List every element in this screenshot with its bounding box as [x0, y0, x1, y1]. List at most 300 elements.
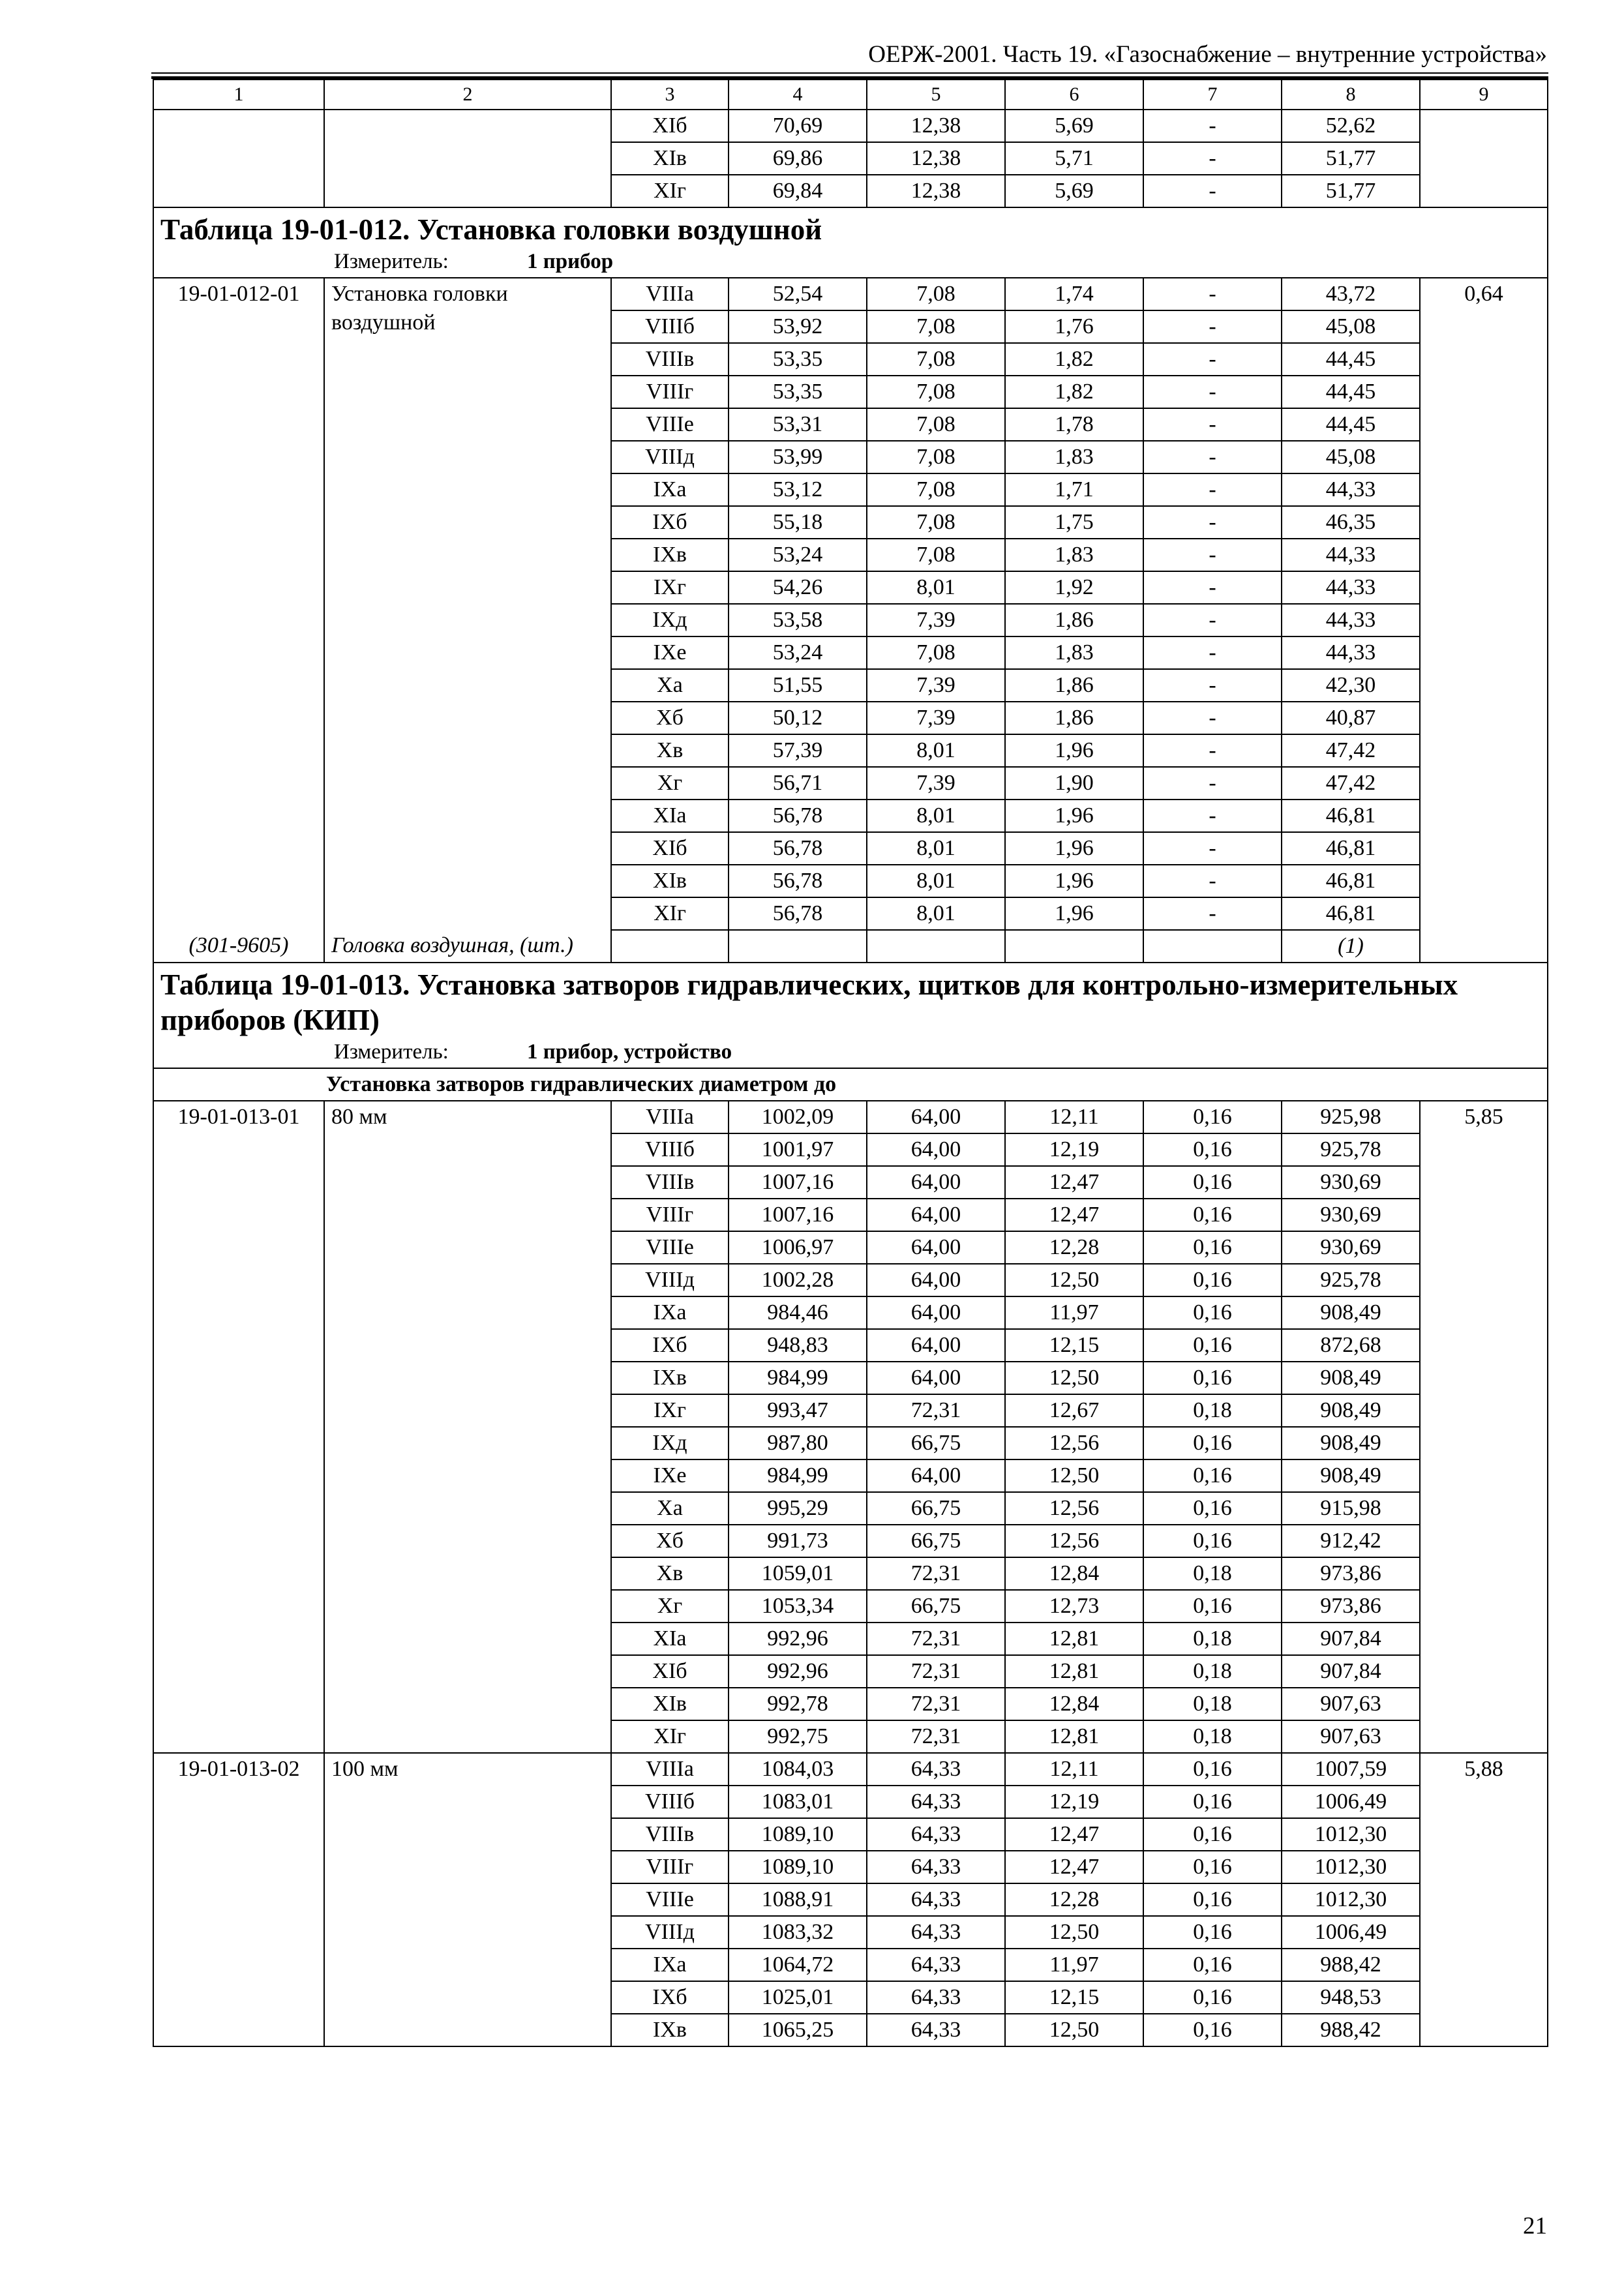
item-code: 19-01-012-01	[153, 278, 324, 930]
materials-cell: 46,81	[1282, 865, 1420, 897]
machinist-pay-cell: 0,16	[1143, 1818, 1282, 1851]
page-number: 21	[1523, 2213, 1547, 2239]
machinist-pay-cell: 0,16	[1143, 1101, 1282, 1133]
machinist-pay-cell: -	[1143, 865, 1282, 897]
materials-cell: 915,98	[1282, 1492, 1420, 1525]
labor-pay-cell: 72,31	[867, 1623, 1005, 1655]
direct-cost-cell: 1065,25	[729, 2014, 867, 2046]
labor-pay-cell: 7,08	[867, 473, 1005, 506]
direct-cost-cell: 56,78	[729, 800, 867, 832]
table-013-measure	[160, 1039, 1541, 1068]
item-name: 100 мм	[324, 1753, 611, 2046]
zone-cell: IXе	[611, 636, 729, 669]
zone-cell: XIб	[611, 832, 729, 865]
direct-cost-cell: 53,31	[729, 408, 867, 441]
materials-cell: 912,42	[1282, 1525, 1420, 1557]
direct-cost-cell: 995,29	[729, 1492, 867, 1525]
direct-cost-cell: 1007,16	[729, 1166, 867, 1199]
direct-cost-cell: 51,55	[729, 669, 867, 702]
machinist-pay-cell: -	[1143, 897, 1282, 930]
materials-cell: 973,86	[1282, 1557, 1420, 1590]
machinist-pay-cell: -	[1143, 175, 1282, 207]
machine-cost-cell: 12,47	[1005, 1166, 1143, 1199]
materials-cell: 973,86	[1282, 1590, 1420, 1623]
direct-cost-cell: 53,35	[729, 376, 867, 408]
direct-cost-cell: 993,47	[729, 1394, 867, 1427]
materials-cell: 1007,59	[1282, 1753, 1420, 1786]
direct-cost-cell: 55,18	[729, 506, 867, 539]
labor-pay-cell: 64,33	[867, 1916, 1005, 1949]
zone-cell: VIIIб	[611, 1786, 729, 1818]
labor-pay-cell: 7,08	[867, 408, 1005, 441]
machinist-pay-cell: 0,18	[1143, 1623, 1282, 1655]
materials-cell: 46,81	[1282, 800, 1420, 832]
zone-cell: IXг	[611, 571, 729, 604]
column-number: 5	[867, 80, 1005, 110]
machinist-pay-cell: 0,16	[1143, 1851, 1282, 1883]
direct-cost-cell: 53,35	[729, 343, 867, 376]
materials-cell: 47,42	[1282, 767, 1420, 800]
zone-cell: Xа	[611, 1492, 729, 1525]
column-number-row	[153, 80, 1548, 110]
materials-cell: 930,69	[1282, 1231, 1420, 1264]
materials-cell: 1012,30	[1282, 1818, 1420, 1851]
zone-cell: VIIIе	[611, 1231, 729, 1264]
machine-cost-cell: 1,82	[1005, 343, 1143, 376]
machine-cost-cell: 1,96	[1005, 897, 1143, 930]
machine-cost-cell: 12,19	[1005, 1786, 1143, 1818]
item-code: 19-01-013-01	[153, 1101, 324, 1753]
zone-cell: VIIIа	[611, 278, 729, 310]
labor-pay-cell: 7,39	[867, 669, 1005, 702]
direct-cost-cell: 56,71	[729, 767, 867, 800]
table-012-resource	[153, 930, 1548, 963]
machinist-pay-cell: -	[1143, 473, 1282, 506]
labor-pay-cell: 64,00	[867, 1296, 1005, 1329]
direct-cost-cell: 1002,28	[729, 1264, 867, 1296]
direct-cost-cell: 1084,03	[729, 1753, 867, 1786]
materials-cell: 43,72	[1282, 278, 1420, 310]
direct-cost-cell: 53,99	[729, 441, 867, 473]
machine-cost-cell: 1,82	[1005, 376, 1143, 408]
zone-cell: XIб	[611, 110, 729, 142]
zone-cell: IXв	[611, 2014, 729, 2046]
materials-cell: 44,33	[1282, 571, 1420, 604]
machine-cost-cell: 12,67	[1005, 1394, 1143, 1427]
materials-cell: 42,30	[1282, 669, 1420, 702]
machinist-pay-cell: 0,16	[1143, 1166, 1282, 1199]
zone-cell: XIв	[611, 142, 729, 175]
direct-cost-cell: 56,78	[729, 832, 867, 865]
machinist-pay-cell: 0,16	[1143, 1949, 1282, 1981]
running-header: ОЕРЖ-2001. Часть 19. «Газоснабжение – внутренние устройства»	[868, 41, 1547, 68]
machinist-pay-cell: 0,16	[1143, 1199, 1282, 1231]
labor-pay-cell: 64,00	[867, 1329, 1005, 1362]
zone-cell: IXв	[611, 539, 729, 571]
machinist-pay-cell: 0,16	[1143, 1264, 1282, 1296]
materials-cell: 46,35	[1282, 506, 1420, 539]
labor-pay-cell: 7,08	[867, 539, 1005, 571]
machinist-pay-cell: 0,16	[1143, 1492, 1282, 1525]
zone-cell: VIIIд	[611, 441, 729, 473]
zone-cell: VIIIб	[611, 310, 729, 343]
materials-cell: 907,63	[1282, 1688, 1420, 1720]
direct-cost-cell: 992,96	[729, 1623, 867, 1655]
continuation-rows	[153, 110, 1548, 207]
zone-cell: Xб	[611, 702, 729, 734]
labor-pay-cell: 7,08	[867, 278, 1005, 310]
machine-cost-cell: 12,11	[1005, 1101, 1143, 1133]
zone-cell: XIг	[611, 1720, 729, 1753]
direct-cost-cell: 1083,32	[729, 1916, 867, 1949]
table-013-title-cell	[153, 963, 1548, 1068]
table-012-heading	[153, 207, 1548, 278]
machinist-pay-cell: 0,16	[1143, 1525, 1282, 1557]
table-013-rows	[153, 1101, 1548, 2046]
machinist-pay-cell: -	[1143, 832, 1282, 865]
machinist-pay-cell: -	[1143, 702, 1282, 734]
materials-cell: 908,49	[1282, 1362, 1420, 1394]
machinist-pay-cell: -	[1143, 343, 1282, 376]
machinist-pay-cell: 0,16	[1143, 1590, 1282, 1623]
machine-cost-cell: 12,84	[1005, 1557, 1143, 1590]
machinist-pay-cell: -	[1143, 506, 1282, 539]
header-rule	[151, 72, 1548, 74]
machine-cost-cell: 12,50	[1005, 1916, 1143, 1949]
zone-cell: IXа	[611, 1949, 729, 1981]
zone-cell: VIIIа	[611, 1101, 729, 1133]
column-number: 8	[1282, 80, 1420, 110]
measure-label: Измеритель:	[334, 1040, 449, 1064]
zone-cell: IXг	[611, 1394, 729, 1427]
labor-pay-cell: 8,01	[867, 832, 1005, 865]
table-012-title: Таблица 19-01-012. Установка головки воздушной	[160, 213, 822, 246]
column-number: 2	[324, 80, 611, 110]
machine-cost-cell: 12,56	[1005, 1525, 1143, 1557]
materials-cell: 930,69	[1282, 1166, 1420, 1199]
measure-value: 1 прибор, устройство	[527, 1040, 732, 1064]
materials-cell: 44,33	[1282, 539, 1420, 571]
machine-cost-cell: 1,75	[1005, 506, 1143, 539]
labor-pay-cell: 8,01	[867, 897, 1005, 930]
zone-cell: VIIIг	[611, 1851, 729, 1883]
machine-cost-cell: 12,47	[1005, 1851, 1143, 1883]
machine-cost-cell: 12,56	[1005, 1427, 1143, 1459]
direct-cost-cell: 53,24	[729, 636, 867, 669]
machine-cost-cell: 12,28	[1005, 1883, 1143, 1916]
zone-cell: VIIIв	[611, 1166, 729, 1199]
rates-table	[153, 79, 1548, 2047]
direct-cost-cell: 69,84	[729, 175, 867, 207]
machine-cost-cell: 12,50	[1005, 2014, 1143, 2046]
zone-cell: IXб	[611, 1981, 729, 2014]
materials-cell: 44,45	[1282, 408, 1420, 441]
machine-cost-cell: 1,83	[1005, 539, 1143, 571]
direct-cost-cell: 56,78	[729, 897, 867, 930]
labor-pay-cell: 7,08	[867, 310, 1005, 343]
column-number: 1	[153, 80, 324, 110]
machine-cost-cell: 12,56	[1005, 1492, 1143, 1525]
zone-cell: VIIIв	[611, 343, 729, 376]
group-heading: Установка затворов гидравлических диаметром до	[153, 1068, 1548, 1101]
labor-pay-cell: 12,38	[867, 142, 1005, 175]
materials-cell: 908,49	[1282, 1459, 1420, 1492]
materials-cell: 51,77	[1282, 175, 1420, 207]
labor-pay-cell: 72,31	[867, 1655, 1005, 1688]
zone-cell: Xб	[611, 1525, 729, 1557]
machinist-pay-cell: 0,16	[1143, 2014, 1282, 2046]
zone-cell: VIIIв	[611, 1818, 729, 1851]
zone-cell: Xв	[611, 1557, 729, 1590]
machine-cost-cell: 1,90	[1005, 767, 1143, 800]
labor-pay-cell: 66,75	[867, 1590, 1005, 1623]
column-number: 6	[1005, 80, 1143, 110]
direct-cost-cell: 1025,01	[729, 1981, 867, 2014]
labor-pay-cell: 7,39	[867, 604, 1005, 636]
machine-cost-cell: 1,83	[1005, 636, 1143, 669]
labor-pay-cell: 7,08	[867, 376, 1005, 408]
machine-cost-cell: 5,71	[1005, 142, 1143, 175]
table-013-title: Таблица 19-01-013. Установка затворов гидравлических, щитков для контрольно-измерительных приборов (КИП)	[160, 968, 1458, 1036]
zone-cell: Xв	[611, 734, 729, 767]
machinist-pay-cell: 0,16	[1143, 1916, 1282, 1949]
materials-cell: 46,81	[1282, 832, 1420, 865]
materials-cell: 52,62	[1282, 110, 1420, 142]
labor-pay-cell: 8,01	[867, 865, 1005, 897]
resource-qty: (1)	[1282, 930, 1420, 963]
labor-pay-cell: 72,31	[867, 1394, 1005, 1427]
materials-cell: 907,63	[1282, 1720, 1420, 1753]
materials-cell: 908,49	[1282, 1296, 1420, 1329]
materials-cell: 988,42	[1282, 2014, 1420, 2046]
machine-cost-cell: 12,11	[1005, 1753, 1143, 1786]
machinist-pay-cell: 0,18	[1143, 1655, 1282, 1688]
direct-cost-cell: 70,69	[729, 110, 867, 142]
direct-cost-cell: 984,46	[729, 1296, 867, 1329]
materials-cell: 45,08	[1282, 441, 1420, 473]
direct-cost-cell: 984,99	[729, 1459, 867, 1492]
direct-cost-cell: 992,78	[729, 1688, 867, 1720]
zone-cell: XIа	[611, 1623, 729, 1655]
direct-cost-cell: 1002,09	[729, 1101, 867, 1133]
machine-cost-cell: 1,96	[1005, 865, 1143, 897]
table-012-title-cell	[153, 207, 1548, 278]
labor-cost-cell: 5,85	[1420, 1101, 1548, 1753]
machinist-pay-cell: 0,18	[1143, 1720, 1282, 1753]
machinist-pay-cell: 0,16	[1143, 1786, 1282, 1818]
direct-cost-cell: 1089,10	[729, 1818, 867, 1851]
direct-cost-cell: 50,12	[729, 702, 867, 734]
materials-cell: 930,69	[1282, 1199, 1420, 1231]
labor-pay-cell: 64,00	[867, 1362, 1005, 1394]
zone-cell: VIIIе	[611, 408, 729, 441]
direct-cost-cell: 992,75	[729, 1720, 867, 1753]
machine-cost-cell: 12,84	[1005, 1688, 1143, 1720]
direct-cost-cell: 1083,01	[729, 1786, 867, 1818]
materials-cell: 47,42	[1282, 734, 1420, 767]
materials-cell: 948,53	[1282, 1981, 1420, 2014]
labor-pay-cell: 64,33	[867, 1851, 1005, 1883]
labor-pay-cell: 8,01	[867, 800, 1005, 832]
zone-cell: XIв	[611, 865, 729, 897]
machinist-pay-cell: 0,16	[1143, 1427, 1282, 1459]
zone-cell: Xа	[611, 669, 729, 702]
table-row	[153, 1101, 1548, 1133]
table-row	[153, 278, 1548, 310]
machinist-pay-cell: -	[1143, 604, 1282, 636]
labor-pay-cell: 64,33	[867, 1949, 1005, 1981]
machinist-pay-cell: 0,16	[1143, 1329, 1282, 1362]
materials-cell: 925,78	[1282, 1264, 1420, 1296]
resource-code: (301-9605)	[153, 930, 324, 963]
labor-pay-cell: 64,33	[867, 1981, 1005, 2014]
machine-cost-cell: 12,81	[1005, 1623, 1143, 1655]
machinist-pay-cell: -	[1143, 636, 1282, 669]
direct-cost-cell: 56,78	[729, 865, 867, 897]
direct-cost-cell: 52,54	[729, 278, 867, 310]
materials-cell: 44,33	[1282, 473, 1420, 506]
labor-pay-cell: 72,31	[867, 1720, 1005, 1753]
measure-label: Измеритель:	[334, 250, 449, 273]
materials-cell: 908,49	[1282, 1427, 1420, 1459]
materials-cell: 44,33	[1282, 604, 1420, 636]
zone-cell: XIг	[611, 897, 729, 930]
labor-pay-cell: 64,33	[867, 2014, 1005, 2046]
machinist-pay-cell: 0,18	[1143, 1557, 1282, 1590]
labor-pay-cell: 7,08	[867, 343, 1005, 376]
machinist-pay-cell: 0,16	[1143, 1753, 1282, 1786]
machinist-pay-cell: -	[1143, 669, 1282, 702]
table-012-rows	[153, 278, 1548, 930]
direct-cost-cell: 53,12	[729, 473, 867, 506]
table-013-heading	[153, 963, 1548, 1101]
zone-cell: VIIIд	[611, 1916, 729, 1949]
zone-cell: VIIIд	[611, 1264, 729, 1296]
direct-cost-cell: 1088,91	[729, 1883, 867, 1916]
direct-cost-cell: 69,86	[729, 142, 867, 175]
materials-cell: 872,68	[1282, 1329, 1420, 1362]
resource-name: Головка воздушная, (шт.)	[324, 930, 611, 963]
machine-cost-cell: 1,86	[1005, 669, 1143, 702]
labor-pay-cell: 66,75	[867, 1525, 1005, 1557]
item-name: Установка головки воздушной	[324, 278, 611, 930]
labor-pay-cell: 72,31	[867, 1557, 1005, 1590]
machinist-pay-cell: 0,16	[1143, 1296, 1282, 1329]
machine-cost-cell: 1,76	[1005, 310, 1143, 343]
zone-cell: VIIIг	[611, 1199, 729, 1231]
machinist-pay-cell: 0,16	[1143, 1883, 1282, 1916]
machine-cost-cell: 12,81	[1005, 1720, 1143, 1753]
zone-cell: VIIIб	[611, 1133, 729, 1166]
labor-cost-cell	[1420, 110, 1548, 207]
labor-pay-cell: 66,75	[867, 1492, 1005, 1525]
materials-cell: 908,49	[1282, 1394, 1420, 1427]
materials-cell: 1012,30	[1282, 1851, 1420, 1883]
machine-cost-cell: 12,28	[1005, 1231, 1143, 1264]
materials-cell: 45,08	[1282, 310, 1420, 343]
machine-cost-cell: 12,15	[1005, 1329, 1143, 1362]
materials-cell: 44,45	[1282, 376, 1420, 408]
table-012-measure	[160, 248, 1541, 277]
direct-cost-cell: 991,73	[729, 1525, 867, 1557]
machine-cost-cell: 11,97	[1005, 1949, 1143, 1981]
item-code	[153, 110, 324, 207]
machinist-pay-cell: -	[1143, 142, 1282, 175]
labor-pay-cell: 12,38	[867, 175, 1005, 207]
labor-pay-cell: 64,00	[867, 1459, 1005, 1492]
machinist-pay-cell: 0,18	[1143, 1688, 1282, 1720]
zone-cell: VIIIе	[611, 1883, 729, 1916]
machine-cost-cell: 12,15	[1005, 1981, 1143, 2014]
zone-cell: XIб	[611, 1655, 729, 1688]
machinist-pay-cell: -	[1143, 310, 1282, 343]
direct-cost-cell: 57,39	[729, 734, 867, 767]
machine-cost-cell: 1,86	[1005, 604, 1143, 636]
zone-cell: Xг	[611, 767, 729, 800]
labor-pay-cell: 64,00	[867, 1133, 1005, 1166]
table-row	[153, 1753, 1548, 1786]
labor-pay-cell: 64,00	[867, 1101, 1005, 1133]
materials-cell: 46,81	[1282, 897, 1420, 930]
machinist-pay-cell: 0,18	[1143, 1394, 1282, 1427]
machinist-pay-cell: -	[1143, 539, 1282, 571]
zone-cell: VIIIг	[611, 376, 729, 408]
materials-cell: 44,45	[1282, 343, 1420, 376]
materials-cell: 1012,30	[1282, 1883, 1420, 1916]
materials-cell: 907,84	[1282, 1623, 1420, 1655]
zone-cell: IXв	[611, 1362, 729, 1394]
direct-cost-cell: 53,92	[729, 310, 867, 343]
direct-cost-cell: 54,26	[729, 571, 867, 604]
machinist-pay-cell: 0,16	[1143, 1362, 1282, 1394]
item-name: 80 мм	[324, 1101, 611, 1753]
zone-cell: IXа	[611, 1296, 729, 1329]
machinist-pay-cell: -	[1143, 767, 1282, 800]
direct-cost-cell: 1053,34	[729, 1590, 867, 1623]
zone-cell: IXб	[611, 506, 729, 539]
machine-cost-cell: 1,71	[1005, 473, 1143, 506]
machine-cost-cell: 1,92	[1005, 571, 1143, 604]
zone-cell: IXд	[611, 1427, 729, 1459]
materials-cell: 988,42	[1282, 1949, 1420, 1981]
machine-cost-cell: 12,50	[1005, 1264, 1143, 1296]
labor-pay-cell: 64,00	[867, 1166, 1005, 1199]
labor-pay-cell: 7,39	[867, 767, 1005, 800]
labor-pay-cell: 7,08	[867, 506, 1005, 539]
table-row	[153, 110, 1548, 142]
machinist-pay-cell: -	[1143, 110, 1282, 142]
zone-cell: VIIIа	[611, 1753, 729, 1786]
column-number: 3	[611, 80, 729, 110]
labor-pay-cell: 64,33	[867, 1753, 1005, 1786]
machinist-pay-cell: -	[1143, 278, 1282, 310]
direct-cost-cell: 1064,72	[729, 1949, 867, 1981]
machine-cost-cell: 1,78	[1005, 408, 1143, 441]
labor-pay-cell: 7,08	[867, 636, 1005, 669]
zone-cell: IXб	[611, 1329, 729, 1362]
column-number: 4	[729, 80, 867, 110]
direct-cost-cell: 1089,10	[729, 1851, 867, 1883]
machine-cost-cell: 1,83	[1005, 441, 1143, 473]
labor-pay-cell: 64,33	[867, 1883, 1005, 1916]
machine-cost-cell: 11,97	[1005, 1296, 1143, 1329]
machine-cost-cell: 5,69	[1005, 175, 1143, 207]
resource-row	[153, 930, 1548, 963]
machinist-pay-cell: -	[1143, 734, 1282, 767]
labor-pay-cell: 64,00	[867, 1199, 1005, 1231]
column-number: 7	[1143, 80, 1282, 110]
machinist-pay-cell: 0,16	[1143, 1981, 1282, 2014]
